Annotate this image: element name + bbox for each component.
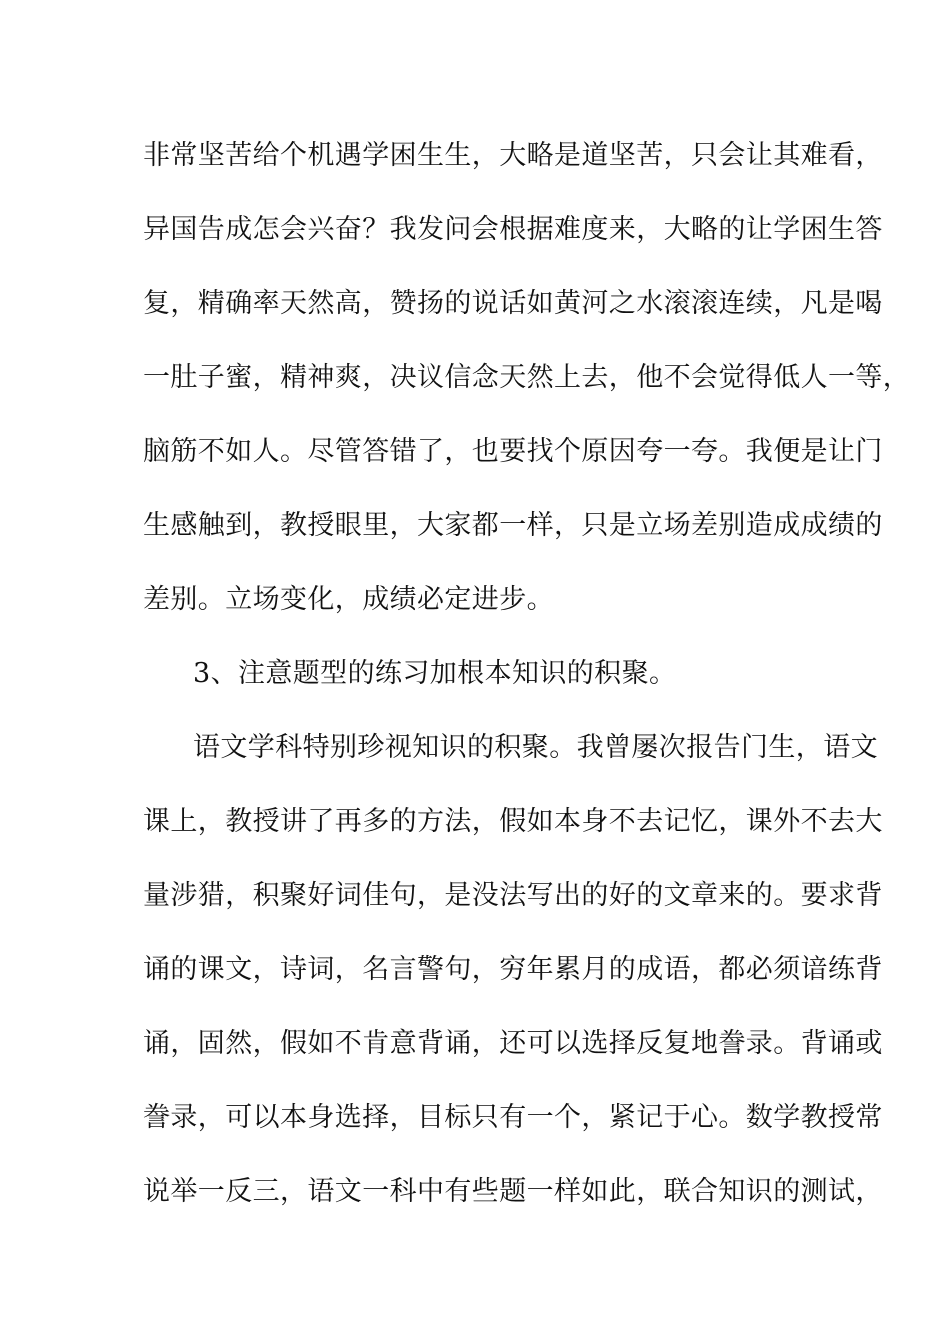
paragraph-line: 诵的课文，诗词，名言警句，穷年累月的成语，都必须谙练背 [143, 954, 883, 985]
paragraph-line: 生感触到，教授眼里，大家都一样，只是立场差别造成成绩的 [143, 510, 883, 541]
paragraph-line: 差别。立场变化，成绩必定进步。 [143, 584, 554, 615]
paragraph-line: 说举一反三，语文一科中有些题一样如此，联合知识的测试， [143, 1176, 883, 1207]
paragraph-line: 语文学科特别珍视知识的积聚。我曾屡次报告门生，语文 [193, 732, 878, 763]
paragraph-line: 复，精确率天然高，赞扬的说话如黄河之水滚滚连续，凡是喝 [143, 288, 883, 319]
paragraph-line: 非常坚苦给个机遇学困生生，大略是道坚苦，只会让其难看， [143, 140, 883, 171]
paragraph-line: 诵，固然，假如不肯意背诵，还可以选择反复地誊录。背诵或 [143, 1028, 883, 1059]
paragraph-line: 一肚子蜜，精神爽，决议信念天然上去，他不会觉得低人一等， [143, 362, 911, 393]
section-heading: 3、注意题型的练习加根本知识的积聚。 [193, 658, 677, 689]
paragraph-line: 誊录，可以本身选择，目标只有一个，紧记于心。数学教授常 [143, 1102, 883, 1133]
paragraph-line: 异国告成怎会兴奋？我发问会根据难度来，大略的让学困生答 [143, 214, 883, 245]
paragraph-line: 脑筋不如人。尽管答错了，也要找个原因夸一夸。我便是让门 [143, 436, 883, 467]
paragraph-line: 量涉猎，积聚好词佳句，是没法写出的好的文章来的。要求背 [143, 880, 883, 911]
paragraph-line: 课上，教授讲了再多的方法，假如本身不去记忆，课外不去大 [143, 806, 883, 837]
document-body [143, 134, 911, 1244]
